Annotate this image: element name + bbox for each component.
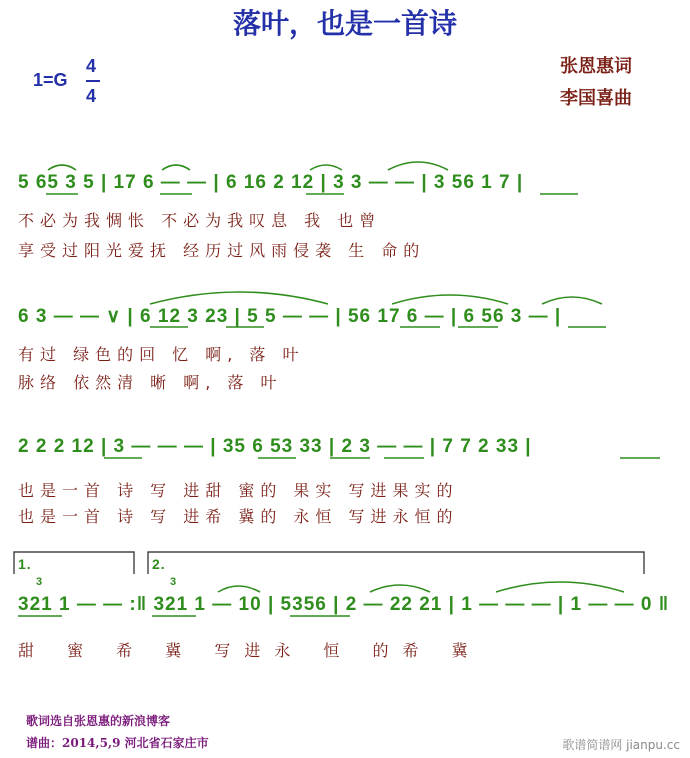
slur-2 xyxy=(162,165,190,170)
composer-credit: 李国喜曲 xyxy=(560,88,632,109)
watermark: 歌谱简谱网 jianpu.cc xyxy=(562,738,680,752)
slur-10 xyxy=(496,582,624,592)
slur-4 xyxy=(388,162,448,170)
notation-line-4: 321 1 — — :‖ 321 1 — 10 | 5356 | 2 — 22 21 | 1 — — — | 1 — — 0 ‖ xyxy=(18,594,670,615)
song-title: 落叶，也是一首诗 xyxy=(232,7,457,40)
volta-1-bracket xyxy=(14,552,134,574)
footer-line-2: 谱曲：2014,5,9 河北省石家庄市 xyxy=(26,736,209,750)
time-signature-top: 4 xyxy=(86,56,97,76)
slur-1 xyxy=(48,165,76,170)
triplet-mark-2: 3 xyxy=(170,576,178,588)
notation-line-1: 5 65 3 5 | 17 6 — — | 6 16 2 12 | 3 3 — — | 3 56 1 7 | xyxy=(18,172,524,193)
key-signature: 1=G xyxy=(33,70,68,90)
slur-6 xyxy=(392,295,508,304)
lyric-line-3b: 也是一首 诗 写 进希 冀的 永恒 写进永恒的 xyxy=(18,507,459,526)
volta-2-bracket xyxy=(148,552,644,574)
time-signature-bottom: 4 xyxy=(86,86,97,106)
lyric-line-3a: 也是一首 诗 写 进甜 蜜的 果实 写进果实的 xyxy=(18,481,459,500)
notation-line-2: 6 3 — — ∨ | 6 12 3 23 | 5 5 — — | 56 17 6 — | 6 56 3 — | xyxy=(18,306,562,327)
slur-8 xyxy=(218,586,260,592)
lyric-line-2b: 脉络 依然清 晰 啊, 落 叶 xyxy=(18,373,283,392)
slur-7 xyxy=(542,297,602,304)
volta-2-label: 2. xyxy=(152,556,166,572)
volta-1-label: 1. xyxy=(18,556,32,572)
footer-line-1: 歌词选自张恩惠的新浪博客 xyxy=(26,714,171,728)
lyricist-credit: 张恩惠词 xyxy=(560,56,632,77)
slur-3 xyxy=(310,165,342,170)
lyric-line-1b: 享受过阳光爱抚 经历过风雨侵袭 生 命的 xyxy=(18,241,426,260)
lyric-line-4: 甜 蜜 希 冀 写进永 恒 的希 冀 xyxy=(18,641,482,660)
slur-9 xyxy=(370,585,430,592)
triplet-mark-1: 3 xyxy=(36,576,44,588)
lyric-line-1a: 不必为我惆怅 不必为我叹息 我 也曾 xyxy=(18,211,382,230)
slur-5 xyxy=(150,292,328,304)
lyric-line-2a: 有过 绿色的回 忆 啊, 落 叶 xyxy=(18,345,305,364)
notation-line-3: 2 2 2 12 | 3 — — — | 35 6 53 33 | 2 3 — — | 7 7 2 33 | xyxy=(18,436,532,457)
